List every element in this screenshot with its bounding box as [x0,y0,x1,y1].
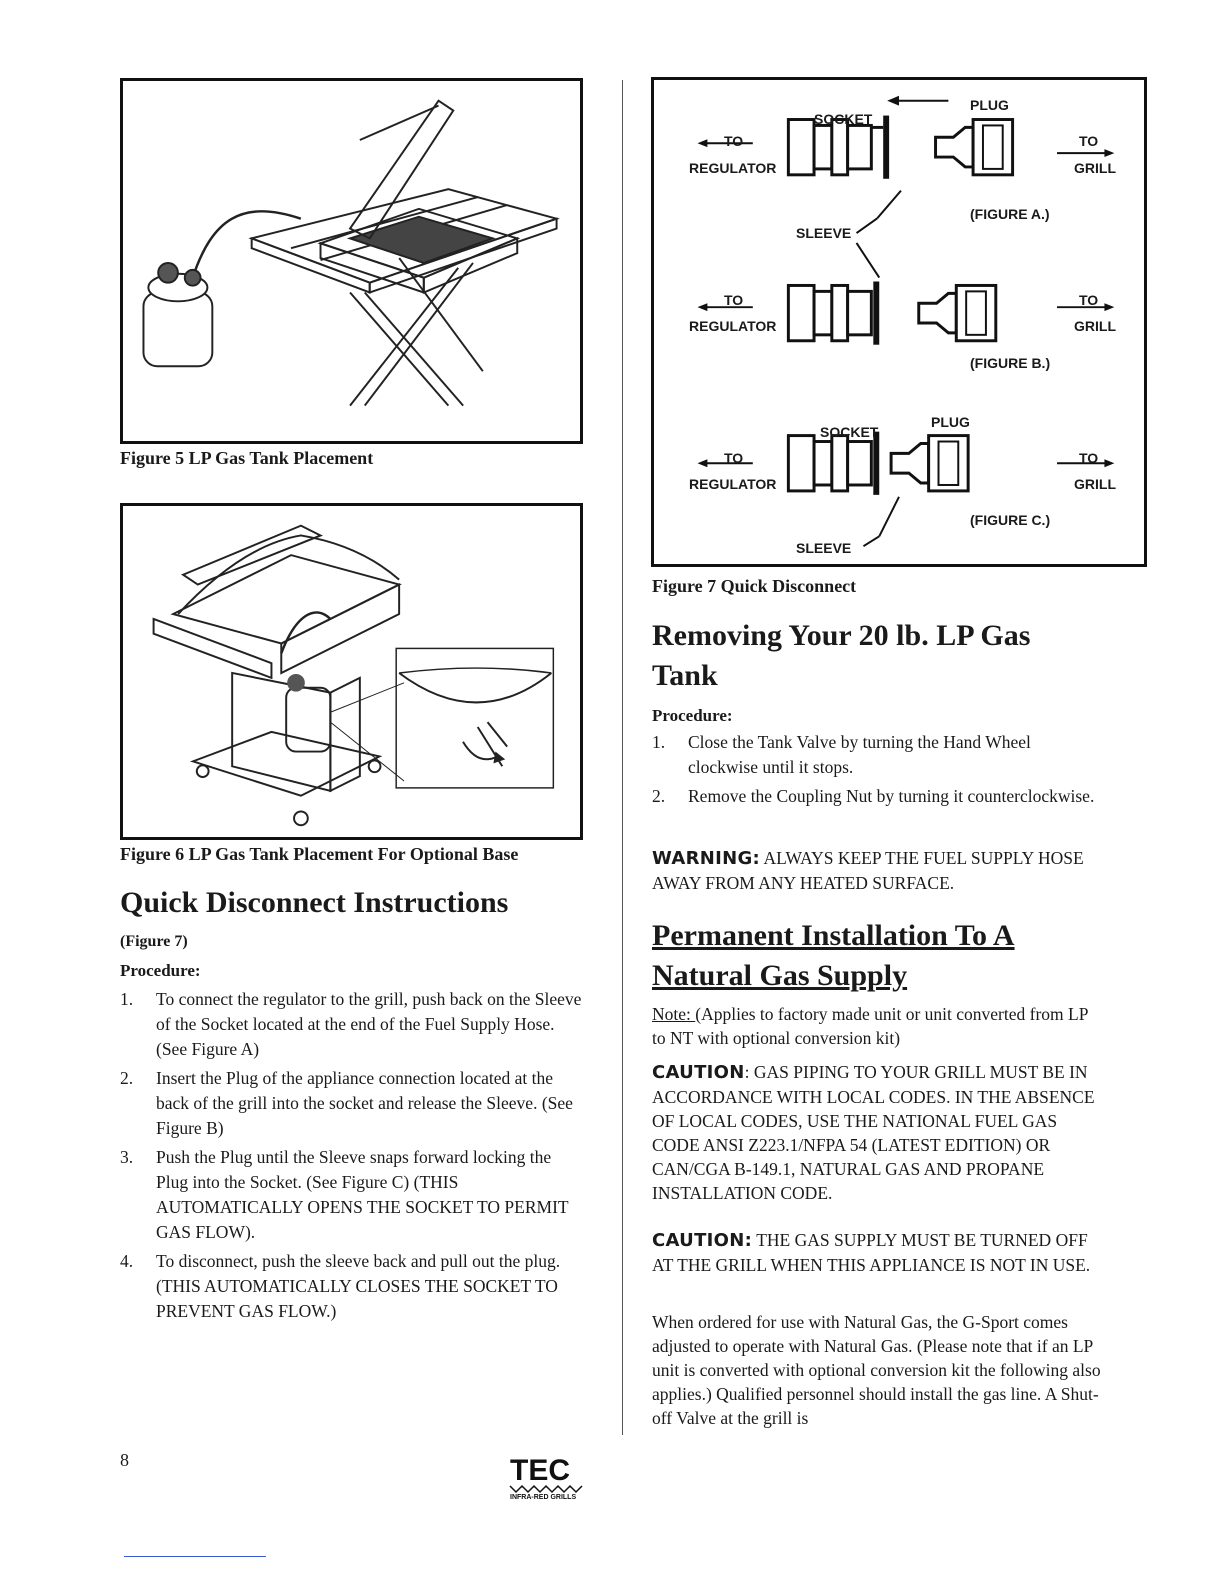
step-text: Close the Tank Valve by turning the Hand Wheel clockwise until it stops. [688,732,1031,777]
figure-5-illustration [120,78,583,444]
figure-7-caption: Figure 7 Quick Disconnect [652,576,857,596]
socket-label: SOCKET [814,111,873,127]
natural-gas-body-text: When ordered for use with Natural Gas, the G-Sport comes adjusted to operate with Natural Gas. (Please note that if an LP unit is converted with optional conversion kit the following also applies.) Qualified personnel should install the gas line. A Shut-off Valve at the grill is [652,1312,1101,1428]
caution-label: CAUTION: [652,1230,753,1251]
caution-text: : GAS PIPING TO YOUR GRILL MUST BE IN ACCORDANCE WITH LOCAL CODES. IN THE ABSENCE OF LOCAL CODES, USE THE NATIONAL FUEL GAS CODE ANSI Z223.1/NFPA 54 (LATEST EDITION) OR CAN/CGA B-149.1, NATURAL GAS AND PROPANE INSTALLATION CODE. [652,1062,1095,1203]
to-label: TO [1079,133,1099,149]
list-item [120,1066,586,1141]
caution-text: THE GAS SUPPLY MUST BE TURNED OFF AT THE GRILL WHEN THIS APPLIANCE IS NOT IN USE. [652,1230,1091,1275]
list-item [652,784,1102,809]
step-number: 2. [652,786,666,806]
figure-b-label: (FIGURE B.) [970,355,1051,371]
page-number: 8 [120,1450,129,1470]
plug-label: PLUG [931,414,970,430]
heading-line-2: Natural Gas Supply [652,959,908,992]
footer-link-underline [124,1556,266,1557]
figure-5-caption: Figure 5 LP Gas Tank Placement [120,448,374,468]
permanent-installation-heading [652,916,1122,996]
grill-on-table-drawing [123,81,580,441]
figure-6-caption: Figure 6 LP Gas Tank Placement For Optional Base [120,844,519,864]
figure-6-illustration [120,503,583,840]
step-number: 1. [652,732,666,752]
regulator-label: REGULATOR [689,318,777,334]
grill-label: GRILL [1074,160,1116,176]
step-number: 4. [120,1251,134,1271]
step-text: Insert the Plug of the appliance connection located at the back of the grill into the socket and release the Sleeve. (See Figure B) [156,1068,573,1138]
to-label: TO [724,450,744,466]
step-number: 2. [120,1068,134,1088]
warning-note [652,846,1102,895]
step-number: 3. [120,1147,134,1167]
list-item [652,730,1102,780]
procedure-label: Procedure: [652,706,733,725]
step-text: To connect the regulator to the grill, push back on the Sleeve of the Socket located at the end of the Fuel Supply Hose. (See Figure A) [156,989,582,1059]
quick-disconnect-steps [120,987,586,1328]
to-label: TO [724,292,744,308]
heading-line-2: Tank [652,659,718,692]
tec-logo [508,1450,600,1500]
note-label: Note: [652,1004,696,1024]
column-divider [622,80,623,1435]
quick-disconnect-heading: Quick Disconnect Instructions [120,886,509,919]
list-item [120,987,586,1062]
caution-label: CAUTION [652,1062,745,1083]
figure-reference: (Figure 7) [120,933,188,950]
list-item [120,1249,586,1324]
figure-a-label: (FIGURE A.) [970,206,1050,222]
logo-text: TEC [510,1454,570,1487]
regulator-label: REGULATOR [689,160,777,176]
figure-c-label: (FIGURE C.) [970,512,1051,528]
heading-line-1: Removing Your 20 lb. LP Gas [652,619,1031,652]
heading-line-1: Permanent Installation To A [652,919,1015,952]
socket-label: SOCKET [820,424,879,440]
step-text: Push the Plug until the Sleeve snaps forward locking the Plug into the Socket. (See Figure C) (THIS AUTOMATICALLY OPENS THE SOCKET TO PERMIT GAS FLOW). [156,1147,569,1242]
sleeve-label: SLEEVE [796,225,852,241]
grill-label: GRILL [1074,318,1116,334]
plug-label: PLUG [970,97,1009,113]
to-label: TO [1079,292,1099,308]
note-text: (Applies to factory made unit or unit converted from LP to NT with optional conversion kit) [652,1004,1088,1048]
logo-subtext: INFRA-RED GRILLS [510,1494,577,1500]
removing-tank-heading [652,616,1122,696]
warning-text: ALWAYS KEEP THE FUEL SUPPLY HOSE AWAY FROM ANY HEATED SURFACE. [652,848,1084,893]
procedure-label: Procedure: [120,961,201,980]
figure-7-illustration [651,77,1147,567]
step-number: 1. [120,989,134,1009]
sleeve-label: SLEEVE [796,540,852,556]
step-text: Remove the Coupling Nut by turning it counterclockwise. [688,786,1095,806]
note-paragraph [652,1002,1102,1050]
to-label: TO [1079,450,1099,466]
removing-tank-steps [652,730,1102,813]
to-label: TO [724,133,744,149]
grill-label: GRILL [1074,476,1116,492]
tec-logo-graphic [508,1450,600,1500]
list-item [120,1145,586,1245]
grill-on-base-drawing [123,506,580,837]
warning-label: WARNING: [652,848,761,869]
caution-piping [652,1060,1104,1205]
step-text: To disconnect, push the sleeve back and pull out the plug. (THIS AUTOMATICALLY CLOSES THE SOCKET TO PREVENT GAS FLOW.) [156,1251,561,1321]
regulator-label: REGULATOR [689,476,777,492]
caution-supply-off [652,1228,1102,1277]
